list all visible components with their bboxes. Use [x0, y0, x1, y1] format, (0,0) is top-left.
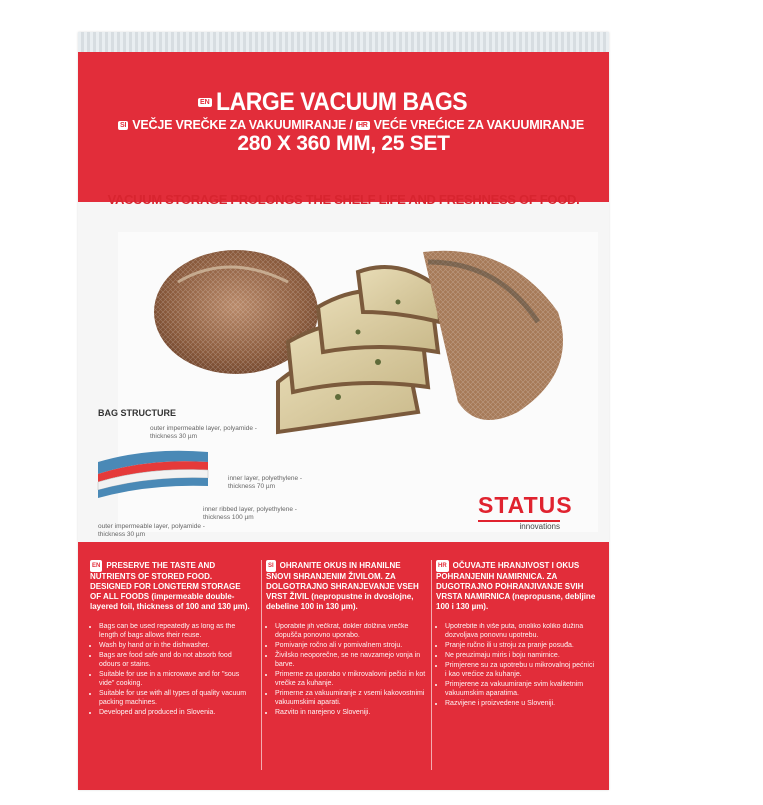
list-item: • Suitable for use in a microwave and for "sous vide" cooking. [99, 670, 250, 688]
title-line [198, 88, 489, 117]
flag-hr: HR [357, 122, 368, 130]
header-banner [78, 52, 609, 202]
list-item: • Suitable for use with all types of quality vacuum packing machines. [99, 689, 250, 707]
column-heading [436, 560, 596, 612]
column-en [90, 560, 250, 718]
list-item: • Uporabite jih večkrat, dokler dolžina vrečke dopušča ponovno uporabo. [275, 622, 426, 640]
column-heading [90, 560, 250, 612]
bag-structure-title: BAG STRUCTURE [98, 408, 176, 418]
subtitle-si: VEČJE VREČKE ZA VAKUUMIRANJE / [132, 118, 353, 132]
feature-list-si [266, 622, 426, 717]
heading-si: OHRANITE OKUS IN HRANILNE SNOVI SHRANJENIM ŽIVILOM. ZA DOLGOTRAJNO SHRANJEVANJE VSEH VRST ŽIVIL (nepropustne in dvoslojne, debeline 100 in 130 µm). [266, 561, 419, 611]
flag-hr: HR [436, 560, 449, 572]
column-divider [261, 560, 262, 770]
list-item: • Primerne za uporabo v mikrovalovni pečici in kot vrečke za kuhanje. [275, 670, 426, 688]
feature-list-hr [436, 622, 596, 708]
info-panel [78, 542, 609, 790]
column-hr [436, 560, 596, 709]
column-heading [266, 560, 426, 612]
brand-name: STATUS [478, 492, 573, 518]
feature-list-en [90, 622, 250, 717]
note-inner: inner layer, polyethylene - thickness 70 µm [228, 475, 303, 490]
flag-en: EN [200, 99, 210, 106]
brand-logo [478, 492, 573, 531]
list-item: • Živilsko neoporečne, se ne navzamejo vonja in barve. [275, 651, 426, 669]
tagline: VACUUM STORAGE PROLONGS THE SHELF LIFE AND FRESHNESS OF FOOD. [107, 192, 580, 207]
product-package [78, 32, 609, 790]
product-title: LARGE VACUUM BAGS [215, 88, 467, 116]
list-item: • Primjerene su za upotrebu u mikrovalnoj pećnici i kao vrećice za kuhanje. [445, 661, 596, 679]
subtitle-hr: VEĆE VREĆICE ZA VAKUUMIRANJE [373, 118, 585, 132]
list-item: • Primerne za vakuumiranje z vsemi kakovostnimi vakuumskimi aparati. [275, 689, 426, 707]
list-item: • Upotrebite ih više puta, onoliko koliko dužina dozvoljava ponovnu upotrebu. [445, 622, 596, 640]
list-item: • Razvito in narejeno v Sloveniji. [275, 708, 426, 717]
list-item: • Razvijene i proizvedene u Sloveniji. [445, 699, 596, 708]
list-item: • Bags can be used repeatedly as long as the length of bags allows their reuse. [99, 622, 250, 640]
list-item: • Developed and produced in Slovenia. [99, 708, 250, 717]
flag-en: EN [90, 560, 102, 572]
list-item: • Pomivanje ročno ali v pomivalnem stroju. [275, 641, 426, 650]
brand-sub: innovations [519, 522, 560, 531]
list-item: • Wash by hand or in the dishwasher. [99, 641, 250, 650]
column-si [266, 560, 426, 718]
list-item: • Bags are food safe and do not absorb food odours or stains. [99, 651, 250, 669]
column-divider [431, 560, 432, 770]
note-outer-top: outer impermeable layer, polyamide - thickness 30 µm [150, 425, 257, 440]
product-size: 280 X 360 MM, 25 SET [237, 132, 450, 155]
heading-hr: OČUVAJTE HRANJIVOST I OKUS POHRANJENIH NAMIRNICA. ZA DUGOTRAJNO POHRANJIVANJE SVIH VRSTA NAMIRNICA (nepropusne, debljine 100 i 130 µm). [436, 561, 596, 611]
note-outer-bottom: outer impermeable layer, polyamide - thickness 30 µm [98, 523, 205, 538]
bag-seal-strip [78, 32, 609, 52]
flag-si: SI [120, 122, 127, 130]
subtitle-line [118, 118, 585, 132]
flag-si: SI [266, 560, 276, 572]
heading-en: PRESERVE THE TASTE AND NUTRIENTS OF STORED FOOD. DESIGNED FOR LONGTERM STORAGE OF ALL FOODS (impermeable double-layered foil, thickness of 100 and 130 µm). [90, 561, 250, 611]
list-item: • Pranje ručno ili u stroju za pranje posuđa. [445, 641, 596, 650]
list-item: • Ne preuzimaju miris i boju namirnice. [445, 651, 596, 660]
list-item: • Primjerene za vakuumiranje svim kvalitetnim vakuumskim aparatima. [445, 680, 596, 698]
note-ribbed: inner ribbed layer, polyethylene - thickness 100 µm [203, 506, 297, 521]
